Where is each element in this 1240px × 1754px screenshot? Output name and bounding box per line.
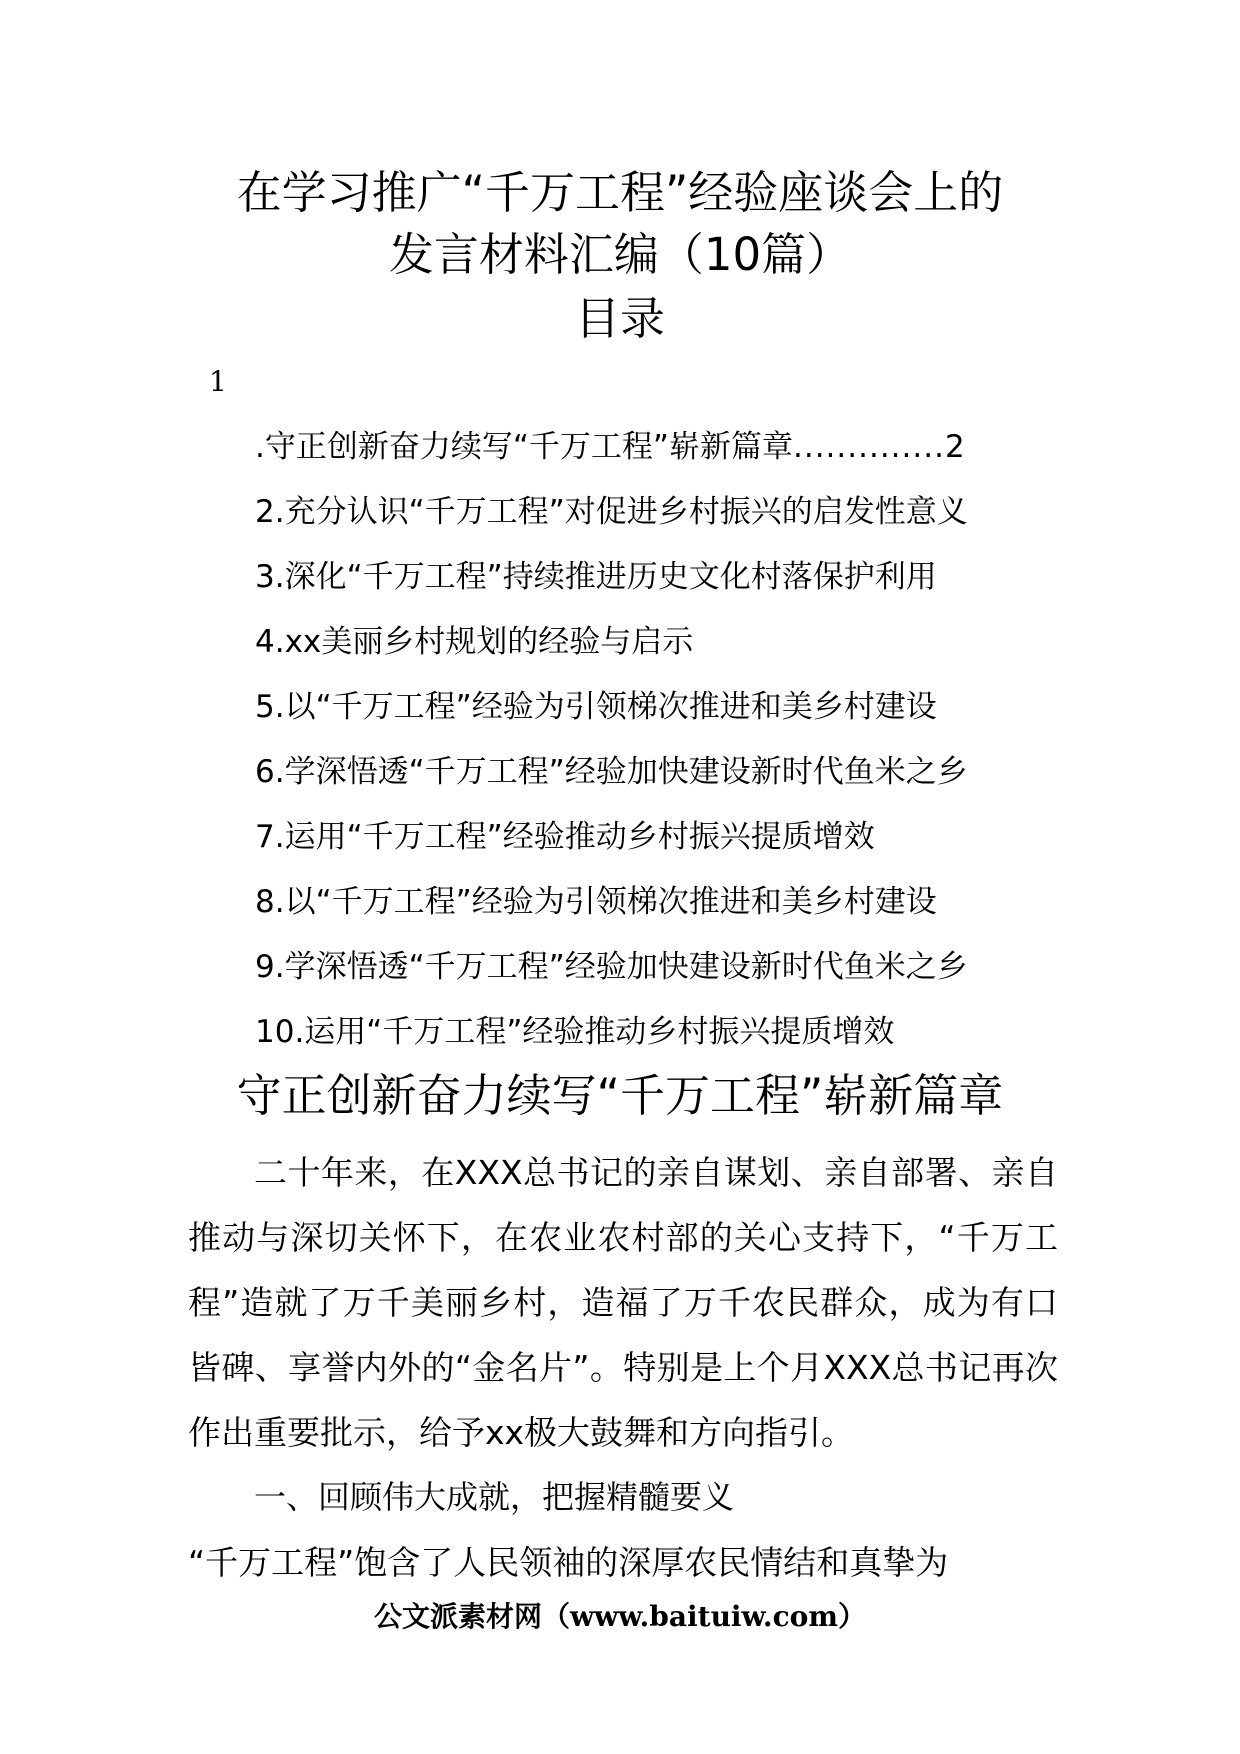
table-of-contents [255, 430, 1055, 1080]
toc-item[interactable] [255, 885, 1055, 950]
toc-item-text: 7.运用“千万工程”经验推动乡村振兴提质增效 [255, 819, 875, 855]
toc-page-marker: 1 [209, 365, 227, 398]
toc-leader-dots: .............. [792, 429, 945, 465]
section-body [188, 1140, 1058, 1595]
toc-item[interactable] [255, 950, 1055, 1015]
section-subheading: 一、回顾伟大成就，把握精髓要义 [254, 1478, 735, 1516]
toc-item-text: 10.运用“千万工程”经验推动乡村振兴提质增效 [255, 1014, 895, 1050]
footer-watermark: 公文派素材网（www.baituiw.com） [374, 1600, 866, 1633]
toc-item[interactable] [255, 430, 1055, 495]
toc-heading: 目录 [574, 292, 665, 345]
toc-item[interactable] [255, 560, 1055, 625]
toc-item-text: 9.学深悟透“千万工程”经验加快建设新时代鱼米之乡 [255, 949, 968, 985]
document-title-line-2: 发言材料汇编（10篇） [388, 228, 852, 281]
toc-item-text: 6.学深悟透“千万工程”经验加快建设新时代鱼米之乡 [255, 754, 968, 790]
body-paragraph: “千万工程”饱含了人民领袖的深厚农民情结和真挚为 [188, 1543, 949, 1582]
toc-page-number: 2 [944, 429, 965, 465]
toc-item[interactable] [255, 625, 1055, 690]
section-heading: 守正创新奋力续写“千万工程”崭新篇章 [236, 1069, 1004, 1122]
toc-item-text: 3.深化“千万工程”持续推进历史文化村落保护利用 [255, 559, 937, 595]
toc-item-text: 8.以“千万工程”经验为引领梯次推进和美乡村建设 [255, 884, 937, 920]
toc-item[interactable] [255, 755, 1055, 820]
toc-item[interactable] [255, 820, 1055, 885]
document-title-line-1: 在学习推广“千万工程”经验座谈会上的 [236, 166, 1004, 219]
toc-item-text: 4.xx美丽乡村规划的经验与启示 [255, 624, 694, 660]
toc-item[interactable] [255, 690, 1055, 755]
toc-item-text: 2.充分认识“千万工程”对促进乡村振兴的启发性意义 [255, 494, 968, 530]
toc-item-text: 5.以“千万工程”经验为引领梯次推进和美乡村建设 [255, 689, 937, 725]
toc-item-text: .守正创新奋力续写“千万工程”崭新篇章 [255, 429, 793, 465]
toc-item[interactable] [255, 495, 1055, 560]
body-paragraph: 二十年来，在XXX总书记的亲自谋划、亲自部署、亲自推动与深切关怀下，在农业农村部的关心支持下，“千万工程”造就了万千美丽乡村，造福了万千农民群众，成为有口皆碑、享誉内外的“金名片”。特别是上个月XXX总书记再次作出重要批示，给予xx极大鼓舞和方向指引。 [188, 1153, 1058, 1452]
